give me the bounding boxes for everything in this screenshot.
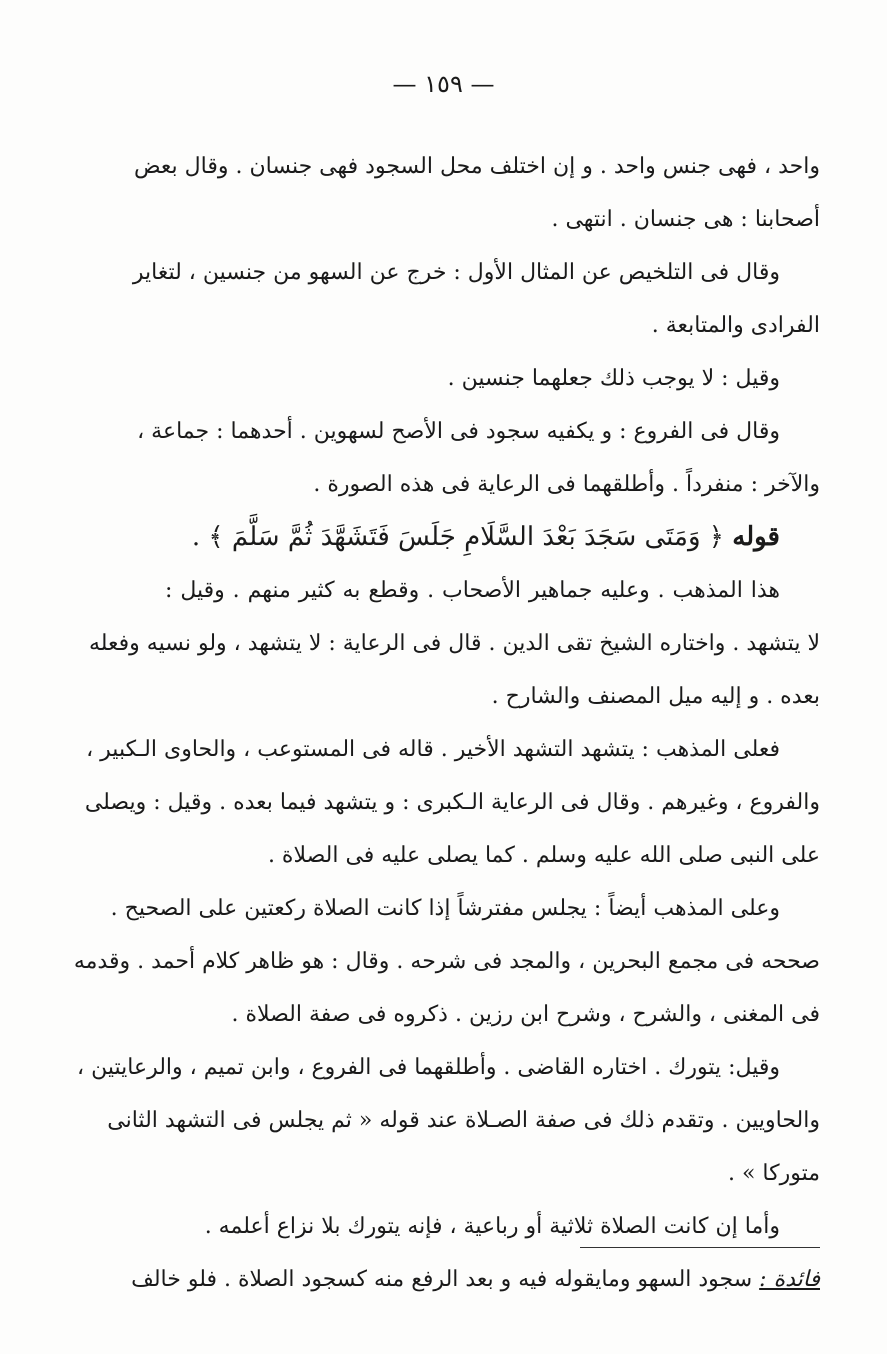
footnote-text: سجود السهو ومايقوله فيه و بعد الرفع منه كسجود الصلاة . فلو خالف [131,1267,753,1292]
footnote-label: فائدة : [759,1267,820,1292]
text-line: وأما إن كانت الصلاة ثلاثية أو رباعية ، فإنه يتورك بلا نزاع أعلمه . [204,1214,780,1239]
text-line: صححه فى مجمع البحرين ، والمجد فى شرحه . وقال : هو ظاهر كلام أحمد . وقدمه [73,949,820,974]
quoted-verse-line [165,511,820,564]
footnote-line [131,1253,820,1306]
text-line: أصحابنا : هى جنسان . انتهى . [551,207,820,232]
text-line: والفروع ، وغيرهم . وقال فى الرعاية الـكبرى : و يتشهد فيما بعده . وقيل : ويصلى [84,790,820,815]
text-line: بعده . و إليه ميل المصنف والشارح . [491,684,820,709]
text-line: فى المغنى ، والشرح ، وشرح ابن رزين . ذكروه فى صفة الصلاة . [231,1002,820,1027]
footnote-rule [580,1247,820,1248]
text-line: وقيل : لا يوجب ذلك جعلهما جنسين . [447,366,780,391]
body-text [73,140,820,1306]
text-line: واحد ، فهى جنس واحد . و إن اختلف محل السجود فهى جنسان . وقال بعض [133,154,820,179]
text-line: هذا المذهب . وعليه جماهير الأصحاب . وقطع به كثير منهم . وقيل : [165,578,780,603]
text-line: فعلى المذهب : يتشهد التشهد الأخير . قاله فى المستوعب ، والحاوى الـكبير ، [86,737,780,762]
text-line: لا يتشهد . واختاره الشيخ تقى الدين . قال فى الرعاية : لا يتشهد ، ولو نسيه وفعله [88,631,820,656]
page-number: — ١٥٩ — [392,70,495,98]
quote-label: قوله [732,522,780,552]
text-line: وعلى المذهب أيضاً : يجلس مفترشاً إذا كانت الصلاة ركعتين على الصحيح . [110,896,780,921]
text-line: وقيل: يتورك . اختاره القاضى . وأطلقهما فى الفروع ، وابن تميم ، والرعايتين ، [77,1055,780,1080]
text-line: وقال فى الفروع : و يكفيه سجود فى الأصح لسهوين . أحدهما : جماعة ، [137,419,780,444]
text-line: والحاويين . وتقدم ذلك فى صفة الصـلاة عند قوله « ثم يجلس فى التشهد الثانى [107,1108,820,1133]
text-line: على النبى صلى الله عليه وسلم . كما يصلى عليه فى الصلاة . [267,843,820,868]
text-line: متوركا » . [727,1161,820,1186]
text-line: والآخر : منفرداً . وأطلقهما فى الرعاية فى هذه الصورة . [313,472,820,497]
text-line: وقال فى التلخيص عن المثال الأول : خرج عن السهو من جنسين ، لتغاير [132,260,780,285]
text-line: الفرادى والمتابعة . [651,313,820,338]
quoted-verse: ﴿ وَمَتَى سَجَدَ بَعْدَ السَّلَامِ جَلَسَ فَتَشَهَّدَ ثُمَّ سَلَّمَ ﴾ . [191,522,724,552]
